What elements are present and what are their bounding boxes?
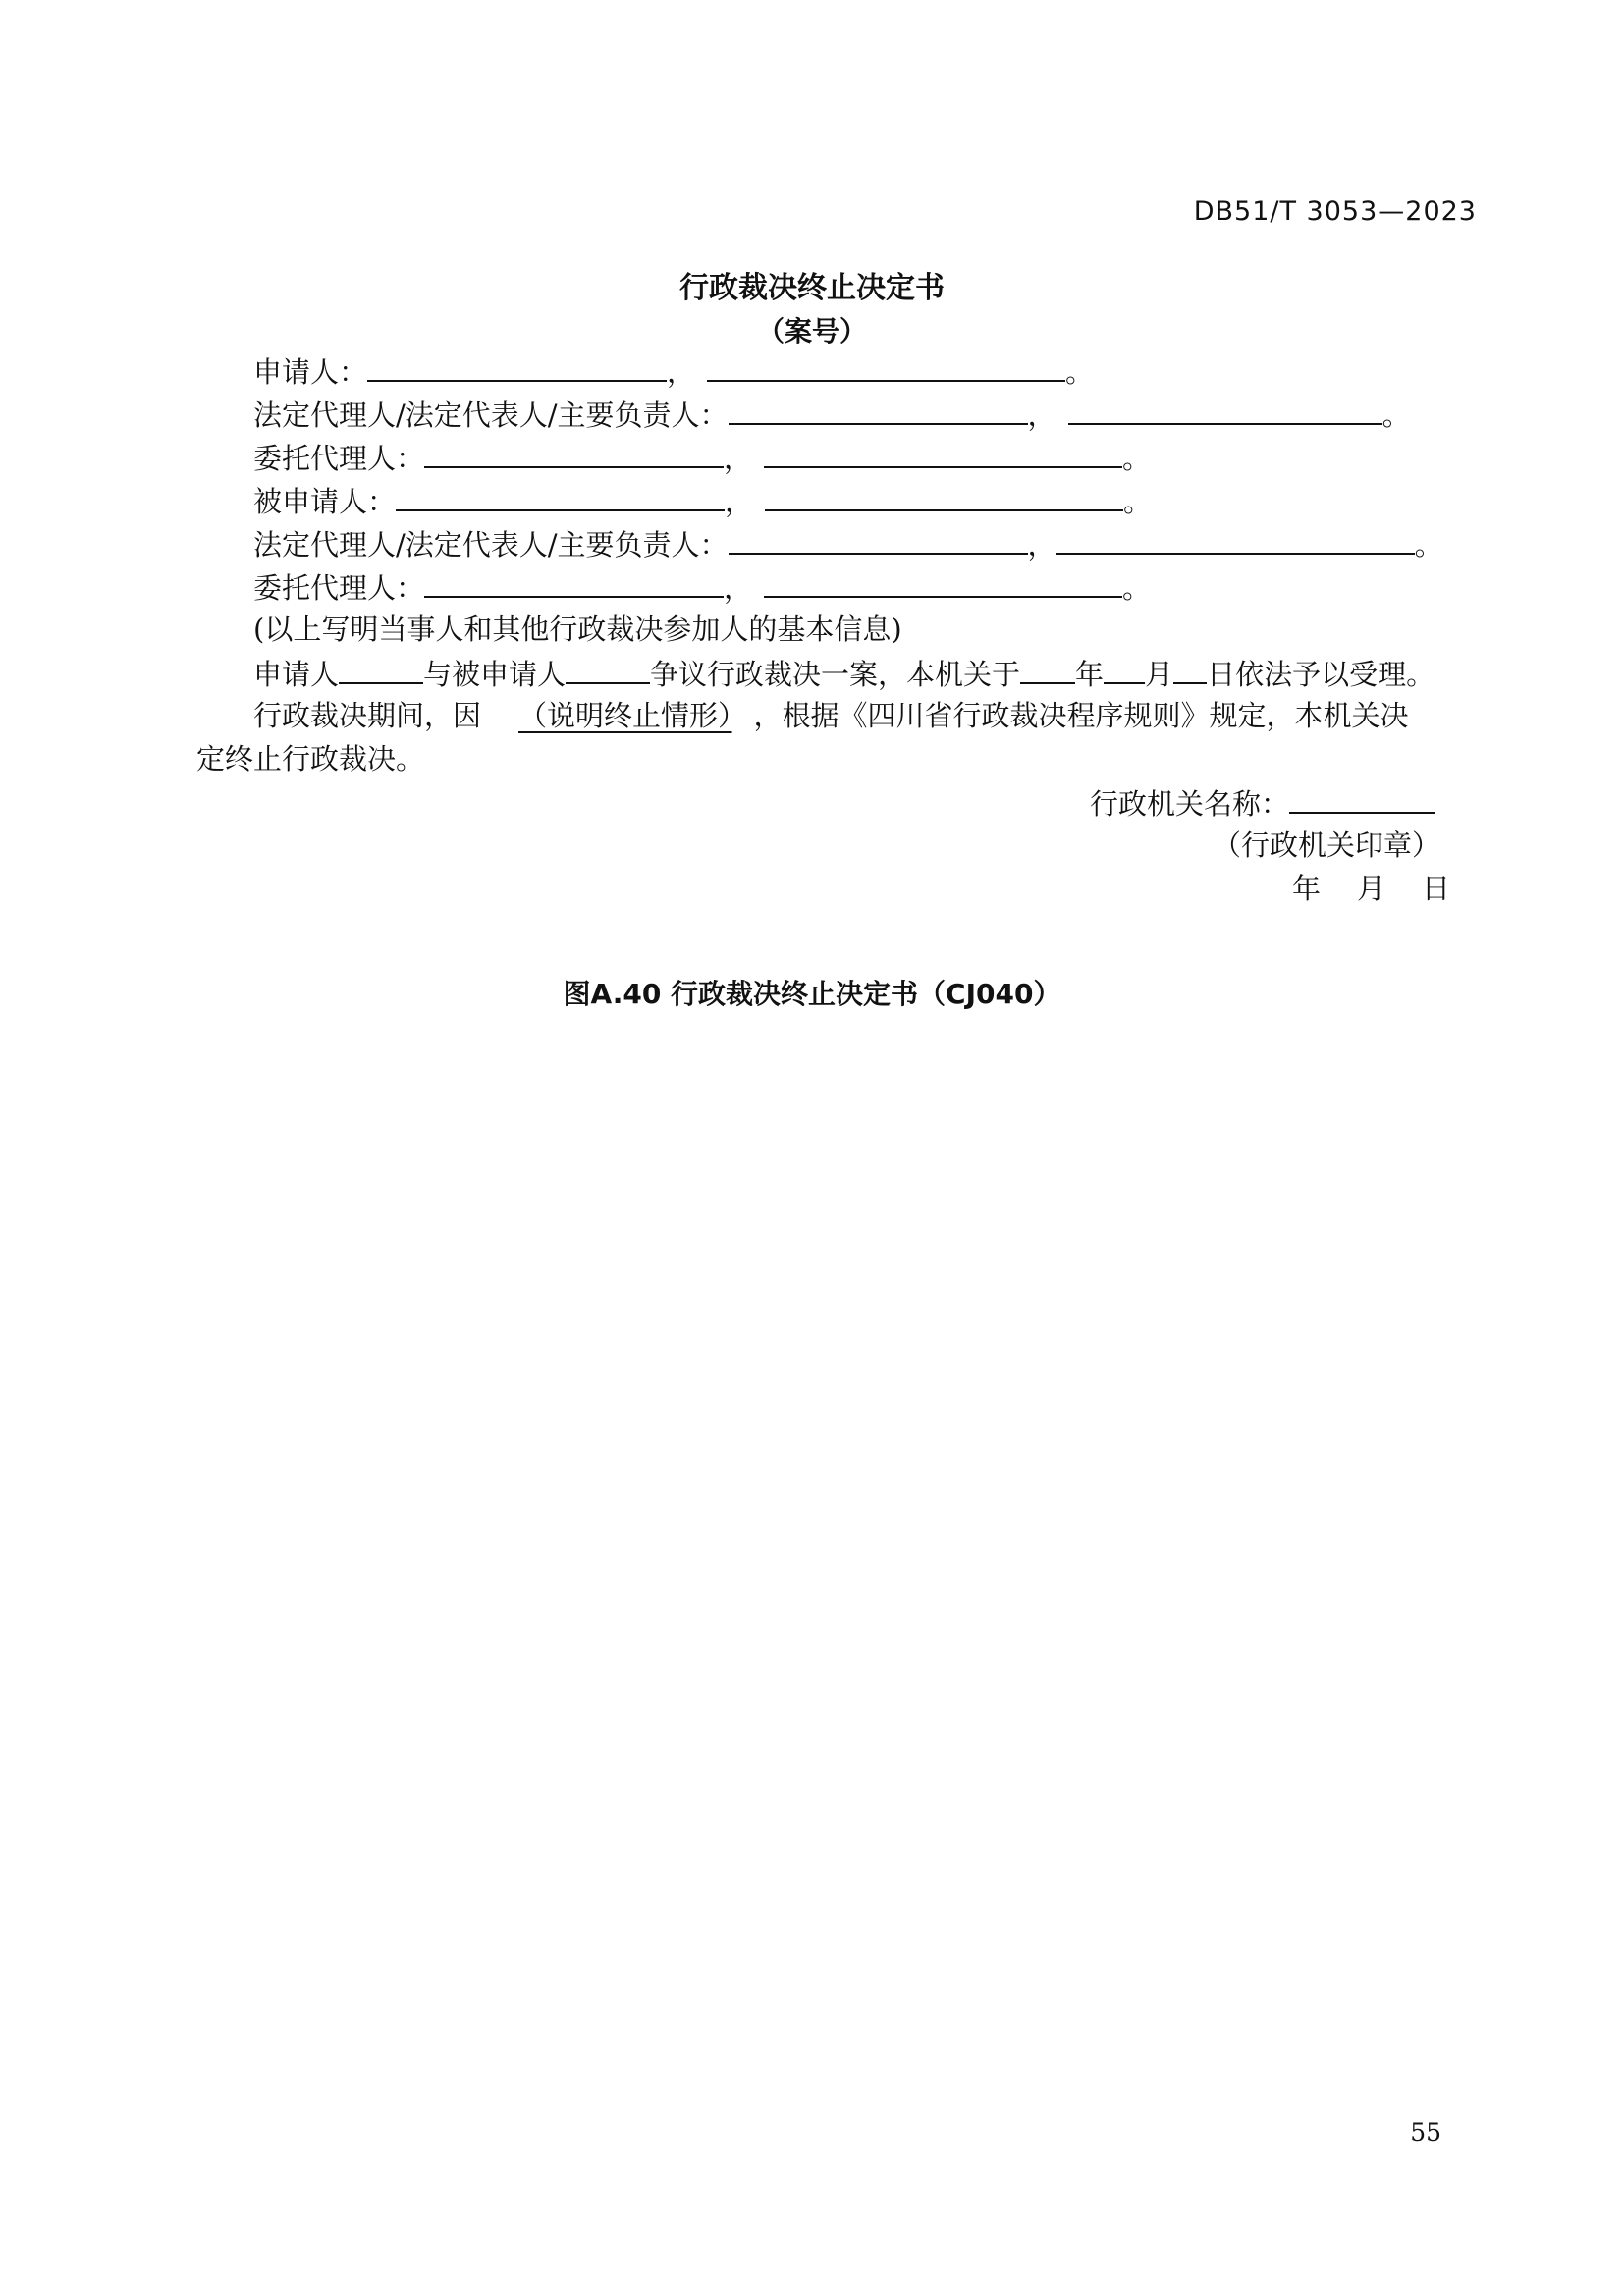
respondent-agent-info-field[interactable] <box>764 566 1122 598</box>
applicant-legal-rep-name-field[interactable] <box>729 394 1028 425</box>
respondent-legal-rep-label: 法定代理人/法定代表人/主要负责人： <box>253 528 729 561</box>
figure-caption: 图A.40 行政裁决终止决定书（CJ040） <box>563 978 1061 1010</box>
applicant-legal-rep-info-field[interactable] <box>1068 394 1382 425</box>
applicant-legal-rep-line <box>253 394 1411 433</box>
applicant-line <box>253 350 1094 390</box>
respondent-info-field[interactable] <box>765 480 1123 511</box>
month-text: 月 <box>1145 658 1174 691</box>
page-number: 55 <box>1410 2118 1441 2147</box>
document-title: 行政裁决终止决定书 <box>679 271 945 305</box>
applicant-blank[interactable] <box>339 653 423 684</box>
comma: ， <box>725 485 754 518</box>
applicant-agent-info-field[interactable] <box>764 437 1122 468</box>
applicant-label: 申请人： <box>253 355 368 389</box>
termination-sentence <box>253 696 1409 735</box>
accepted-text: 日依法予以受理。 <box>1207 658 1435 691</box>
authority-label: 行政机关名称： <box>1090 787 1290 821</box>
termination-sentence-continued: 定终止行政裁决。 <box>196 742 425 775</box>
standard-code: DB51/T 3053—2023 <box>1193 196 1477 227</box>
authority-seal: （行政机关印章） <box>1213 828 1441 862</box>
period: 。 <box>1123 485 1153 518</box>
signature-date: 年 月 日 <box>1292 872 1455 905</box>
year-blank[interactable] <box>1020 653 1075 684</box>
termination-text-b: ，根据《四川省行政裁决程序规则》规定，本机关决 <box>753 699 1409 732</box>
authority-line <box>1090 782 1435 822</box>
respondent-legal-rep-line <box>253 523 1443 562</box>
respondent-legal-rep-info-field[interactable] <box>1056 523 1415 555</box>
period: 。 <box>1122 442 1152 475</box>
party-info-note: (以上写明当事人和其他行政裁决参加人的基本信息) <box>253 613 902 646</box>
respondent-label: 被申请人： <box>253 485 397 518</box>
period: 。 <box>1122 571 1152 605</box>
respondent-line <box>253 480 1152 519</box>
termination-reason-field[interactable]: （说明终止情形） <box>518 699 732 732</box>
comma: ， <box>1027 528 1056 561</box>
applicant-agent-line <box>253 437 1151 476</box>
day-blank[interactable] <box>1173 653 1207 684</box>
respondent-name-field[interactable] <box>396 480 725 511</box>
applicant-text: 申请人 <box>253 658 340 691</box>
respondent-text: 与被申请人 <box>423 658 567 691</box>
dispute-text: 争议行政裁决一案，本机关于 <box>650 658 1021 691</box>
period: 。 <box>1065 355 1095 389</box>
comma: ， <box>724 442 753 475</box>
year-text: 年 <box>1075 658 1105 691</box>
respondent-blank[interactable] <box>566 653 650 684</box>
respondent-agent-line <box>253 566 1151 606</box>
applicant-info-field[interactable] <box>707 350 1065 382</box>
period: 。 <box>1414 528 1443 561</box>
applicant-agent-name-field[interactable] <box>424 437 724 468</box>
comma: ， <box>667 355 696 389</box>
acceptance-sentence <box>253 653 1435 692</box>
authority-name-field[interactable] <box>1289 782 1435 814</box>
month-blank[interactable] <box>1104 653 1145 684</box>
comma: ， <box>724 571 753 605</box>
case-number: （案号） <box>756 315 867 347</box>
respondent-legal-rep-name-field[interactable] <box>729 523 1028 555</box>
comma: ， <box>1027 399 1056 432</box>
respondent-agent-label: 委托代理人： <box>253 571 425 605</box>
applicant-legal-rep-label: 法定代理人/法定代表人/主要负责人： <box>253 399 729 432</box>
applicant-name-field[interactable] <box>367 350 667 382</box>
applicant-agent-label: 委托代理人： <box>253 442 425 475</box>
respondent-agent-name-field[interactable] <box>424 566 724 598</box>
period: 。 <box>1381 399 1411 432</box>
termination-text-a: 行政裁决期间，因 <box>253 699 482 732</box>
